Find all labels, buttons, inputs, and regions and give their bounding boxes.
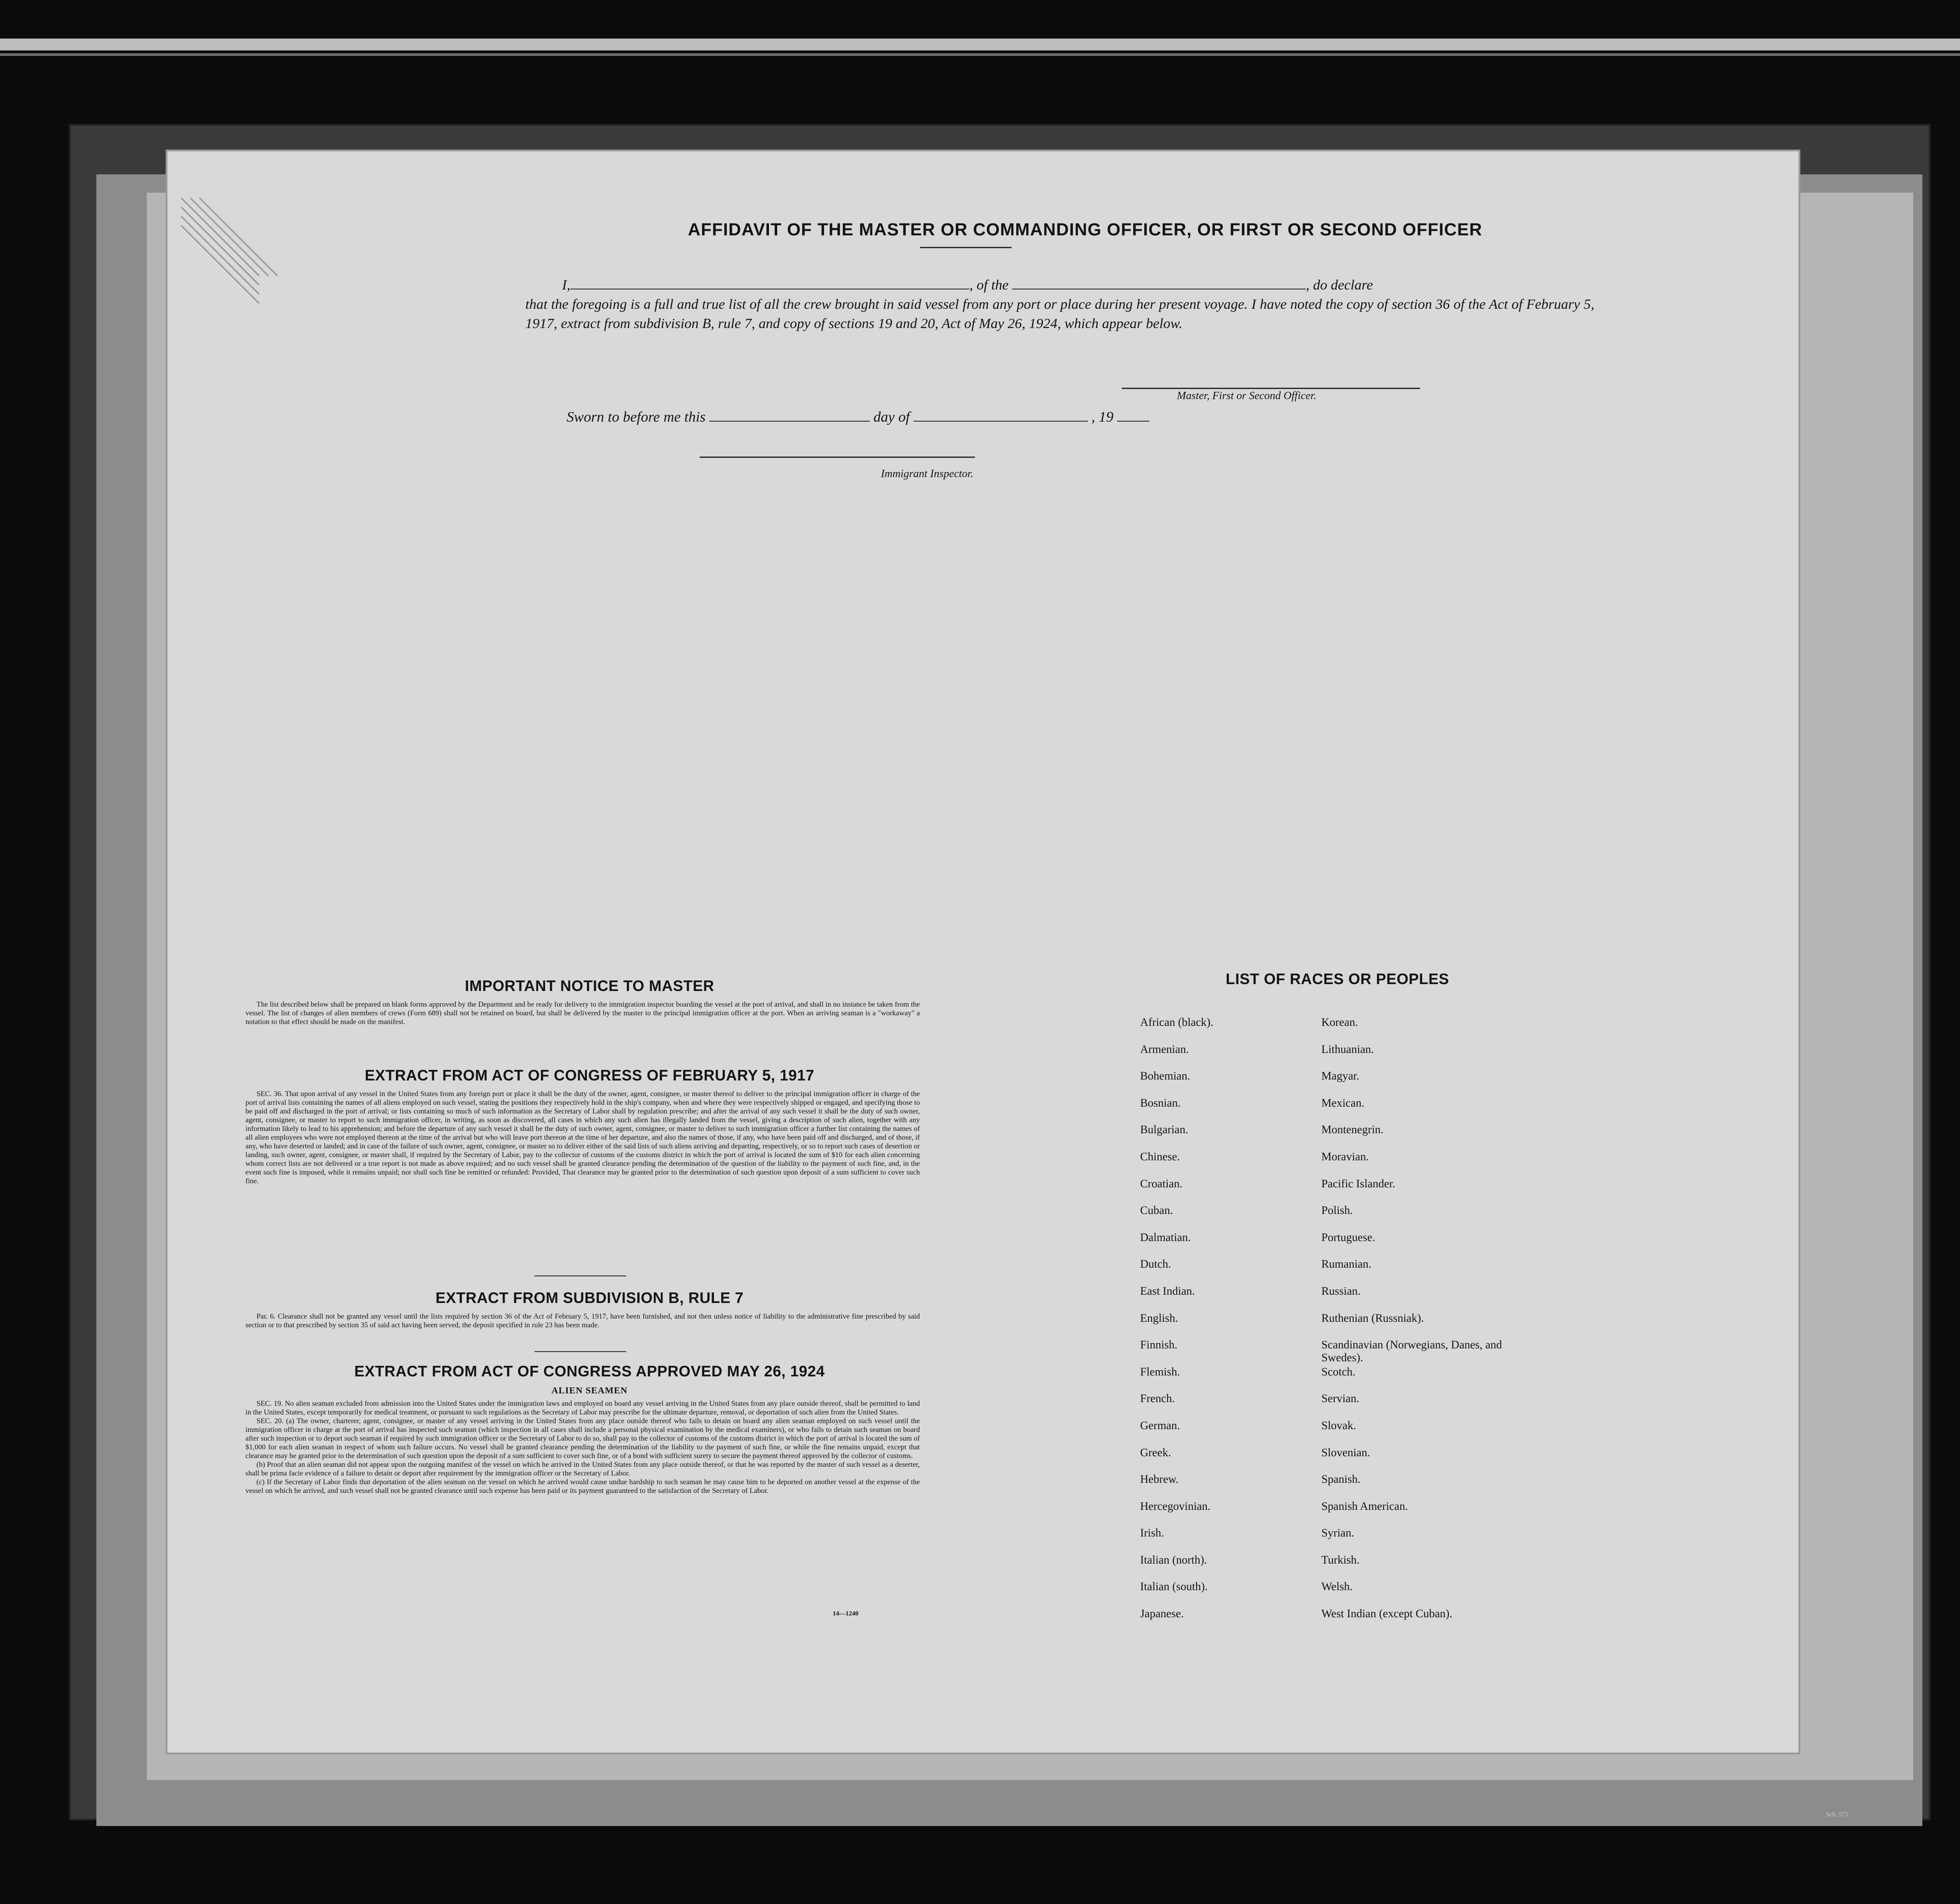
i-label: I,	[562, 277, 571, 293]
extract-1924-title: EXTRACT FROM ACT OF CONGRESS APPROVED MAY 26, 1924	[354, 1363, 825, 1380]
sec-19-paragraph: SEC. 19. No alien seaman excluded from admission into the United States under the immigration laws and employed on board any vessel arriving in the United States from any place outside thereof, shall be permitted to land in the United States, except temporarily for medical treatment, or pursuant to such regulations as the Secretary of Labor may prescribe for the ultimate departure, removal, or deportation of such alien from the United States.	[245, 1400, 920, 1416]
race-entry: Irish.	[1140, 1527, 1164, 1540]
form-number: 14—1240	[833, 1610, 858, 1617]
film-edge-rule	[0, 39, 1960, 50]
sworn-month-blank[interactable]	[913, 421, 1088, 422]
race-entry: Welsh.	[1321, 1581, 1353, 1593]
extract-rule7-title: EXTRACT FROM SUBDIVISION B, RULE 7	[435, 1289, 744, 1306]
master-signature-line[interactable]	[1122, 388, 1420, 389]
extract-1917-text	[245, 1090, 920, 1186]
races-title: LIST OF RACES OR PEOPLES	[1225, 970, 1449, 987]
declaration-body: that the foregoing is a full and true list of all the crew brought in said vessel from any port or place during her present voyage. I have noted the copy of section 36 of the Act of February 5, 1917, extract from subdivision B, rule 7, and copy of sections 19 and 20, Act of May 26, 1924, which appear below.	[525, 296, 1594, 331]
race-entry: Finnish.	[1140, 1339, 1178, 1352]
race-entry: Bosnian.	[1140, 1097, 1181, 1109]
inspector-signature-line[interactable]	[700, 457, 975, 458]
extract-rule7-paragraph: Par. 6. Clearance shall not be granted any vessel until the lists required by section 36 of the Act of February 5, 1917, have been furnished, and not then unless notice of liability to the administrative fine prescribed by said section or to that prescribed by section 35 of said act having been served, the deposit specified in rule 23 has been made.	[245, 1313, 920, 1329]
race-entry: Portuguese.	[1321, 1231, 1375, 1244]
alien-seamen-subtitle: ALIEN SEAMEN	[551, 1386, 628, 1396]
affidavit-title: AFFIDAVIT OF THE MASTER OR COMMANDING OFFICER, OR FIRST OR SECOND OFFICER	[688, 220, 1482, 239]
race-entry: Turkish.	[1321, 1553, 1360, 1566]
sec-20b-paragraph: (b) Proof that an alien seaman did not appear upon the outgoing manifest of the vessel on which he arrived in the United States from any place outside thereof, or that he was reported by the master of such vessel as a deserter, shall be prima facie evidence of a failure to detain or deport after requirement by the immigration officer or the Secretary of Labor.	[245, 1461, 920, 1477]
separator-rule	[535, 1351, 626, 1352]
race-entry: Scotch.	[1321, 1365, 1356, 1378]
race-entry: Moravian.	[1321, 1150, 1369, 1163]
separator-rule	[535, 1275, 626, 1276]
race-entry: French.	[1140, 1392, 1175, 1405]
race-entry: Syrian.	[1321, 1527, 1354, 1540]
sec-20c-paragraph: (c) If the Secretary of Labor finds that deportation of the alien seaman on the vessel on which he arrived would cause undue hardship to such seaman he may cause him to be deported on another vessel at the expense of the vessel on which he arrived, and such vessel shall not be granted clearance until such expense has been paid or its payment guaranteed to the satisfaction of the Secretary of Labor.	[245, 1478, 920, 1495]
race-entry: English.	[1140, 1312, 1178, 1325]
affidavit-page	[167, 151, 1799, 1753]
race-entry: Dalmatian.	[1140, 1231, 1191, 1244]
extract-1924-text	[245, 1399, 920, 1495]
race-entry: Armenian.	[1140, 1043, 1189, 1056]
race-entry: Italian (north).	[1140, 1553, 1207, 1566]
inspector-label: Immigrant Inspector.	[881, 468, 974, 480]
extract-1917-paragraph: SEC. 36. That upon arrival of any vessel in the United States from any foreign port or place it shall be the duty of the owner, agent, consignee, or master thereof to deliver to the principal immigration officer in charge of the port of arrival lists containing the names of all aliens employed on such vessel, stating the positions they respectively hold in the ship's company, when and where they were respectively shipped or engaged, and specifying those to be paid off and discharged in the port of arrival; or lists containing so much of such information as the Secretary of Labor shall by regulation prescribe; and after the arrival of any such vessel it shall be the duty of such owner, agent, consignee, or master to report to such immigration officer, in writing, as soon as discovered, all cases in which any such alien has illegally landed from the vessel, giving a description of such alien, together with any information likely to lead to his apprehension; and before the departure of any such vessel it shall be the duty of such owner, agent, consignee, or master to deliver to such immigration officer a further list containing the names of all alien employees who were not employed thereon at the time of the arrival but who will leave port thereon at the time of her departure, and also the names of those, if any, who have been paid off and discharged, and of those, if any, who have deserted or landed; and in case of the failure of such owner, agent, consignee, or master so to deliver either of the said lists of such aliens arriving and departing, respectively, or so to report such cases of desertion or landing, such owner, agent, consignee, or master shall, if required by the Secretary of Labor, pay to the collector of customs of the customs district in which the port of arrival is located the sum of $10 for each alien concerning whom correct lists are not delivered or a true report is not made as above required; and no such vessel shall be granted clearance pending the determination of the question of the liability to the payment of such fine, and, in the event such fine is imposed, while it remains unpaid; nor shall such fine be remitted or refunded: Provided, That clearance may be granted prior to the determination of such question upon deposit of a sum sufficient to cover such fine.	[245, 1090, 920, 1185]
race-entry: Hebrew.	[1140, 1473, 1179, 1486]
race-entry: Slovenian.	[1321, 1446, 1370, 1459]
film-edge-rule-thin	[0, 53, 1960, 56]
race-entry: Montenegrin.	[1321, 1124, 1384, 1136]
race-entry: Dutch.	[1140, 1258, 1171, 1271]
race-entry: Japanese.	[1140, 1608, 1184, 1620]
race-entry: Slovak.	[1321, 1419, 1356, 1432]
sworn-year-blank[interactable]	[1117, 421, 1149, 422]
year-label: , 19	[1091, 408, 1114, 425]
declare-label: , do declare	[1306, 277, 1373, 293]
race-entry: Mexican.	[1321, 1097, 1364, 1109]
race-entry: Bohemian.	[1140, 1070, 1191, 1083]
race-entry: Italian (south).	[1140, 1581, 1208, 1593]
race-entry: Korean.	[1321, 1016, 1358, 1029]
race-entry: West Indian (except Cuban).	[1321, 1608, 1453, 1620]
diagonal-stamp-mark	[181, 197, 287, 303]
race-entry: Hercegovinian.	[1140, 1500, 1211, 1513]
race-entry: Cuban.	[1140, 1204, 1173, 1217]
race-entry: Rumanian.	[1321, 1258, 1372, 1271]
race-entry: Lithuanian.	[1321, 1043, 1374, 1056]
notice-paragraph: The list described below shall be prepared on blank forms approved by the Department and be ready for delivery to the immigration inspector boarding the vessel at the port of arrival, and shall in no instance be taken from the vessel. The list of changes of alien members of crews (Form 689) shall not be retained on board, but shall be delivered by the master to the principal immigration officer at the port. When an arriving seaman is a "workaway" a notation to that effect should be made on the manifest.	[245, 1001, 920, 1026]
sworn-label: Sworn to before me this	[567, 408, 706, 425]
extract-rule7-text	[245, 1312, 920, 1330]
race-entry: Spanish.	[1321, 1473, 1361, 1486]
sec-20a-paragraph: SEC. 20. (a) The owner, charterer, agent, consignee, or master of any vessel arriving in the United States from any place outside thereof who fails to detain on board any alien seaman employed on such vessel until the immigration officer in charge at the port of arrival has inspected such seaman (which inspection in all cases shall include a personal physical examination by the medical examiners), or who fails to detain such seaman on board after such inspection or to deport such seaman if required by such immigration officer or the Secretary of Labor to do so, shall pay to the collector of customs of the customs district in which the port of arrival is located the sum of $1,000 for each alien seaman in respect of whom such failure occurs. No vessel shall be granted clearance pending the determination of the liability to the payment of such fine, or while the fine remains unpaid, except that clearance may be granted prior to the determination of such question upon the deposit of a sum sufficient to cover such fine, or of a bond with sufficient surety to secure the payment thereof approved by the collector of customs.	[245, 1417, 920, 1460]
race-entry: Polish.	[1321, 1204, 1353, 1217]
race-entry: Bulgarian.	[1140, 1124, 1188, 1136]
race-entry: Ruthenian (Russniak).	[1321, 1312, 1424, 1325]
corner-note: Sch. 571	[1826, 1811, 1849, 1818]
day-of-label: day of	[873, 408, 910, 425]
race-entry: Magyar.	[1321, 1070, 1359, 1083]
race-entry: German.	[1140, 1419, 1180, 1432]
race-entry: Pacific Islander.	[1321, 1177, 1396, 1190]
declaration-text	[525, 275, 1594, 333]
extract-1917-title: EXTRACT FROM ACT OF CONGRESS OF FEBRUARY 5, 1917	[365, 1067, 814, 1084]
race-entry: African (black).	[1140, 1016, 1214, 1029]
race-entry: Greek.	[1140, 1446, 1171, 1459]
race-entry: Flemish.	[1140, 1365, 1180, 1378]
master-label: Master, First or Second Officer.	[1177, 390, 1316, 402]
title-underline	[920, 247, 1012, 248]
race-entry: Scandinavian (Norwegians, Danes, and Swedes).	[1321, 1339, 1502, 1364]
notice-text	[245, 1000, 920, 1026]
race-entry: East Indian.	[1140, 1285, 1195, 1297]
of-the-label: , of the	[969, 277, 1009, 293]
race-entry: Croatian.	[1140, 1177, 1183, 1190]
races-left-column	[1140, 1016, 1314, 1635]
sworn-line	[567, 408, 1149, 425]
race-entry: Servian.	[1321, 1392, 1359, 1405]
races-right-column	[1321, 1016, 1514, 1635]
sworn-day-blank[interactable]	[709, 421, 870, 422]
notice-title: IMPORTANT NOTICE TO MASTER	[465, 977, 714, 994]
race-entry: Spanish American.	[1321, 1500, 1408, 1513]
race-entry: Russian.	[1321, 1285, 1361, 1297]
race-entry: Chinese.	[1140, 1150, 1180, 1163]
